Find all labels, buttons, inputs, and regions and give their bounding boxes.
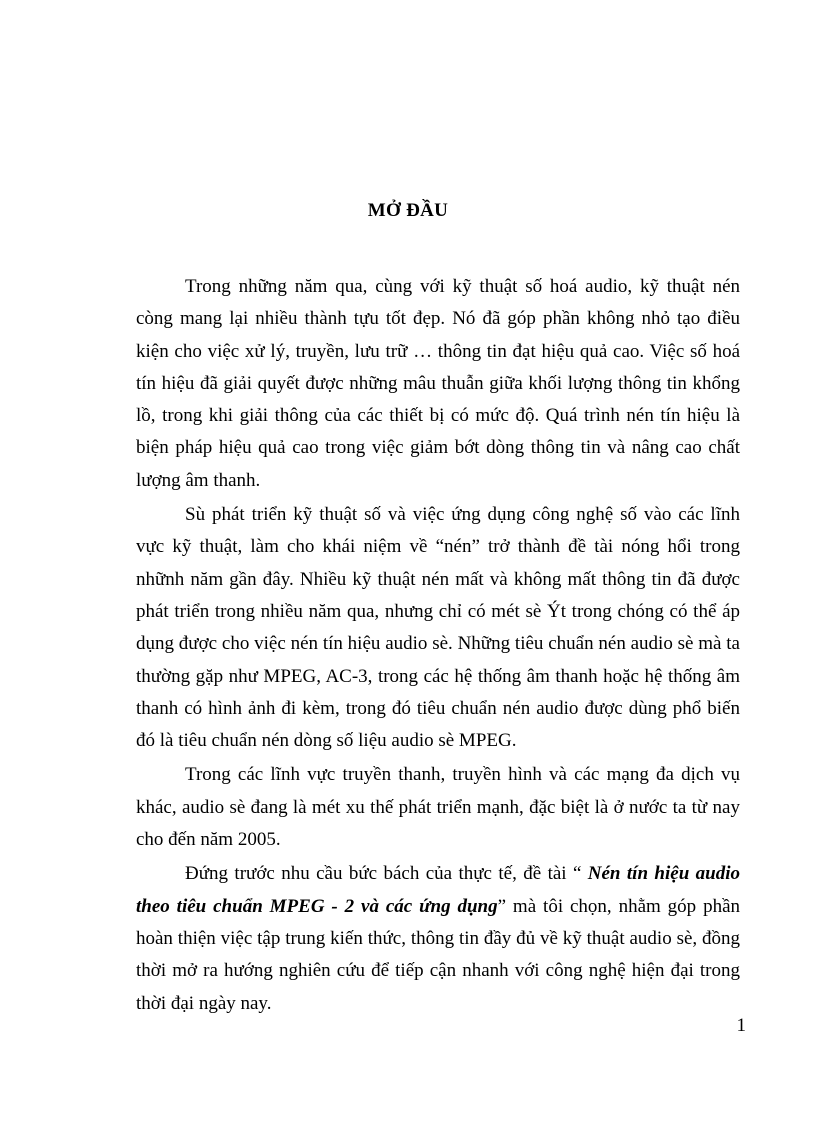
thesis-title-emphasis: Nén tín hiệu audio theo tiêu chuẩn MPEG - 2 và các ứng dụng [136, 863, 740, 917]
body-text [136, 271, 740, 1020]
paragraph-4-lead: Đứng trước nhu cầu bức bách của thực tế, đề tài “ [185, 863, 588, 885]
paragraph-4-rest: ” mà tôi chọn, nhằm góp phần hoàn thiện việc tập trung kiến thức, thông tin đầy đủ về kỹ thuật audio sè, đồng thời mở ra hướng nghiên cứu để tiếp cận nhanh với công nghệ hiện đại trong thời đại ngày nay. [136, 895, 740, 1014]
paragraph-2: Sù phát triển kỹ thuật số và việc ứng dụng công nghệ số vào các lĩnh vực kỹ thuật, làm cho khái niệm về “nén” trở thành đề tài nóng hổi trong nhữnh năm gần đây. Nhiều kỹ thuật nén mất và không mất thông tin đã được phát triển trong nhiều năm qua, nhưng chỉ có mét sè Ýt trong chóng có thể áp dụng được cho việc nén tín hiệu audio sè. Những tiêu chuẩn nén audio sè mà ta thường gặp như MPEG, AC-3, trong các hệ thống âm thanh hoặc hệ thống âm thanh có hình ảnh đi kèm, trong đó tiêu chuẩn nén audio được dùng phổ biến đó là tiêu chuẩn nén dòng số liệu audio sè MPEG. [136, 504, 740, 752]
paragraph-1: Trong những năm qua, cùng với kỹ thuật số hoá audio, kỹ thuật nén còng mang lại nhiều thành tựu tốt đẹp. Nó đã góp phần không nhỏ tạo điều kiện cho việc xử lý, truyền, lưu trữ … thông tin đạt hiệu quả cao. Việc số hoá tín hiệu đã giải quyết được những mâu thuẫn giữa khối lượng thông tin khổng lồ, trong khi giải thông của các thiết bị có mức độ. Quá trình nén tín hiệu là biện pháp hiệu quả cao trong việc giảm bớt dòng thông tin và nâng cao chất lượng âm thanh. [136, 276, 740, 491]
page-number: 1 [736, 1015, 746, 1036]
paragraph-3: Trong các lĩnh vực truyền thanh, truyền hình và các mạng đa dịch vụ khác, audio sè đang là mét xu thế phát triển mạnh, đặc biệt là ở nước ta từ nay cho đến năm 2005. [136, 764, 740, 851]
paragraph-4 [136, 858, 740, 1019]
page-title: MỞ ĐẦU [367, 200, 449, 221]
